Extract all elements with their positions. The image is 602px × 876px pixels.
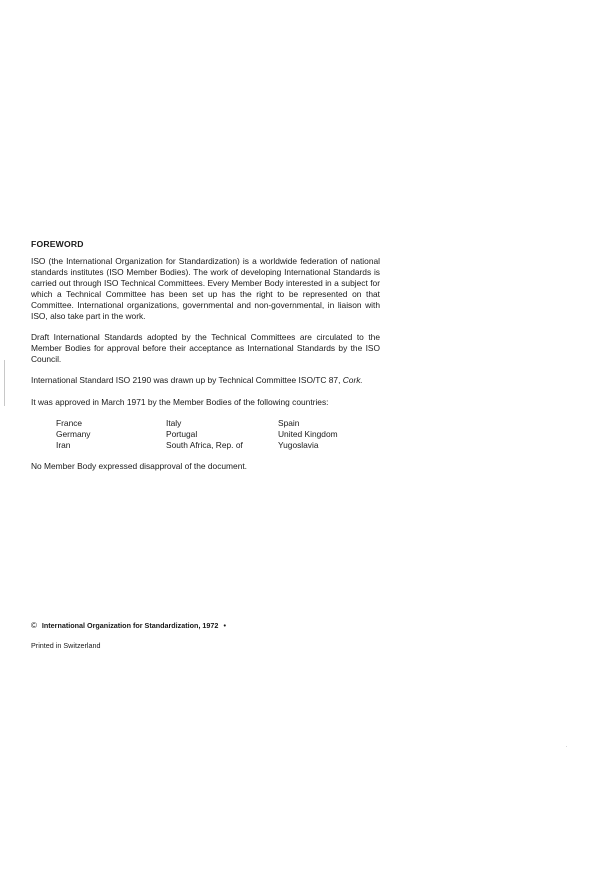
country-item: United Kingdom — [278, 429, 338, 439]
country-item: South Africa, Rep. of — [166, 440, 243, 450]
country-item: Italy — [166, 418, 182, 428]
paragraph-approval: It was approved in March 1971 by the Member Bodies of the following countries: — [31, 397, 329, 407]
copyright-icon: © — [31, 621, 37, 630]
committee-text: International Standard ISO 2190 was drawn up by Technical Committee ISO/TC 87, — [31, 375, 341, 385]
foreword-section — [31, 239, 380, 472]
country-item: Spain — [278, 418, 300, 428]
printed-in: Printed in Switzerland — [31, 641, 101, 650]
copyright-text: International Organization for Standardization, 1972 — [41, 621, 219, 630]
country-item: France — [56, 418, 83, 428]
paragraph-draft-standards: Draft International Standards adopted by the Technical Committees are circulated to the Member Bodies for approval before their acceptance as International Standards by the ISO Council. — [31, 332, 380, 364]
bullet-icon: • — [223, 621, 226, 630]
paragraph-committee — [31, 375, 380, 386]
country-list — [56, 418, 380, 451]
paragraph-disapproval: No Member Body expressed disapproval of the document. — [31, 461, 248, 471]
foreword-heading: FOREWORD — [31, 239, 84, 249]
committee-subject: Cork. — [342, 375, 363, 385]
margin-rule — [4, 360, 5, 406]
country-item: Germany — [56, 429, 91, 439]
copyright-line — [31, 621, 226, 631]
country-item: Iran — [56, 440, 71, 450]
scan-speck — [566, 746, 567, 747]
country-item: Portugal — [166, 429, 198, 439]
paragraph-iso-intro: ISO (the International Organization for Standardization) is a worldwide federation of national standards institutes (ISO Member Bodies). The work of developing International Standards is carried out through ISO Technical Committees. Every Member Body interested in a subject for which a Technical Committee has been set up has the right to be represented on that Committee. International organizations, governmental and non-governmental, in liaison with ISO, also take part in the work. — [31, 256, 380, 321]
country-item: Yugoslavia — [278, 440, 319, 450]
